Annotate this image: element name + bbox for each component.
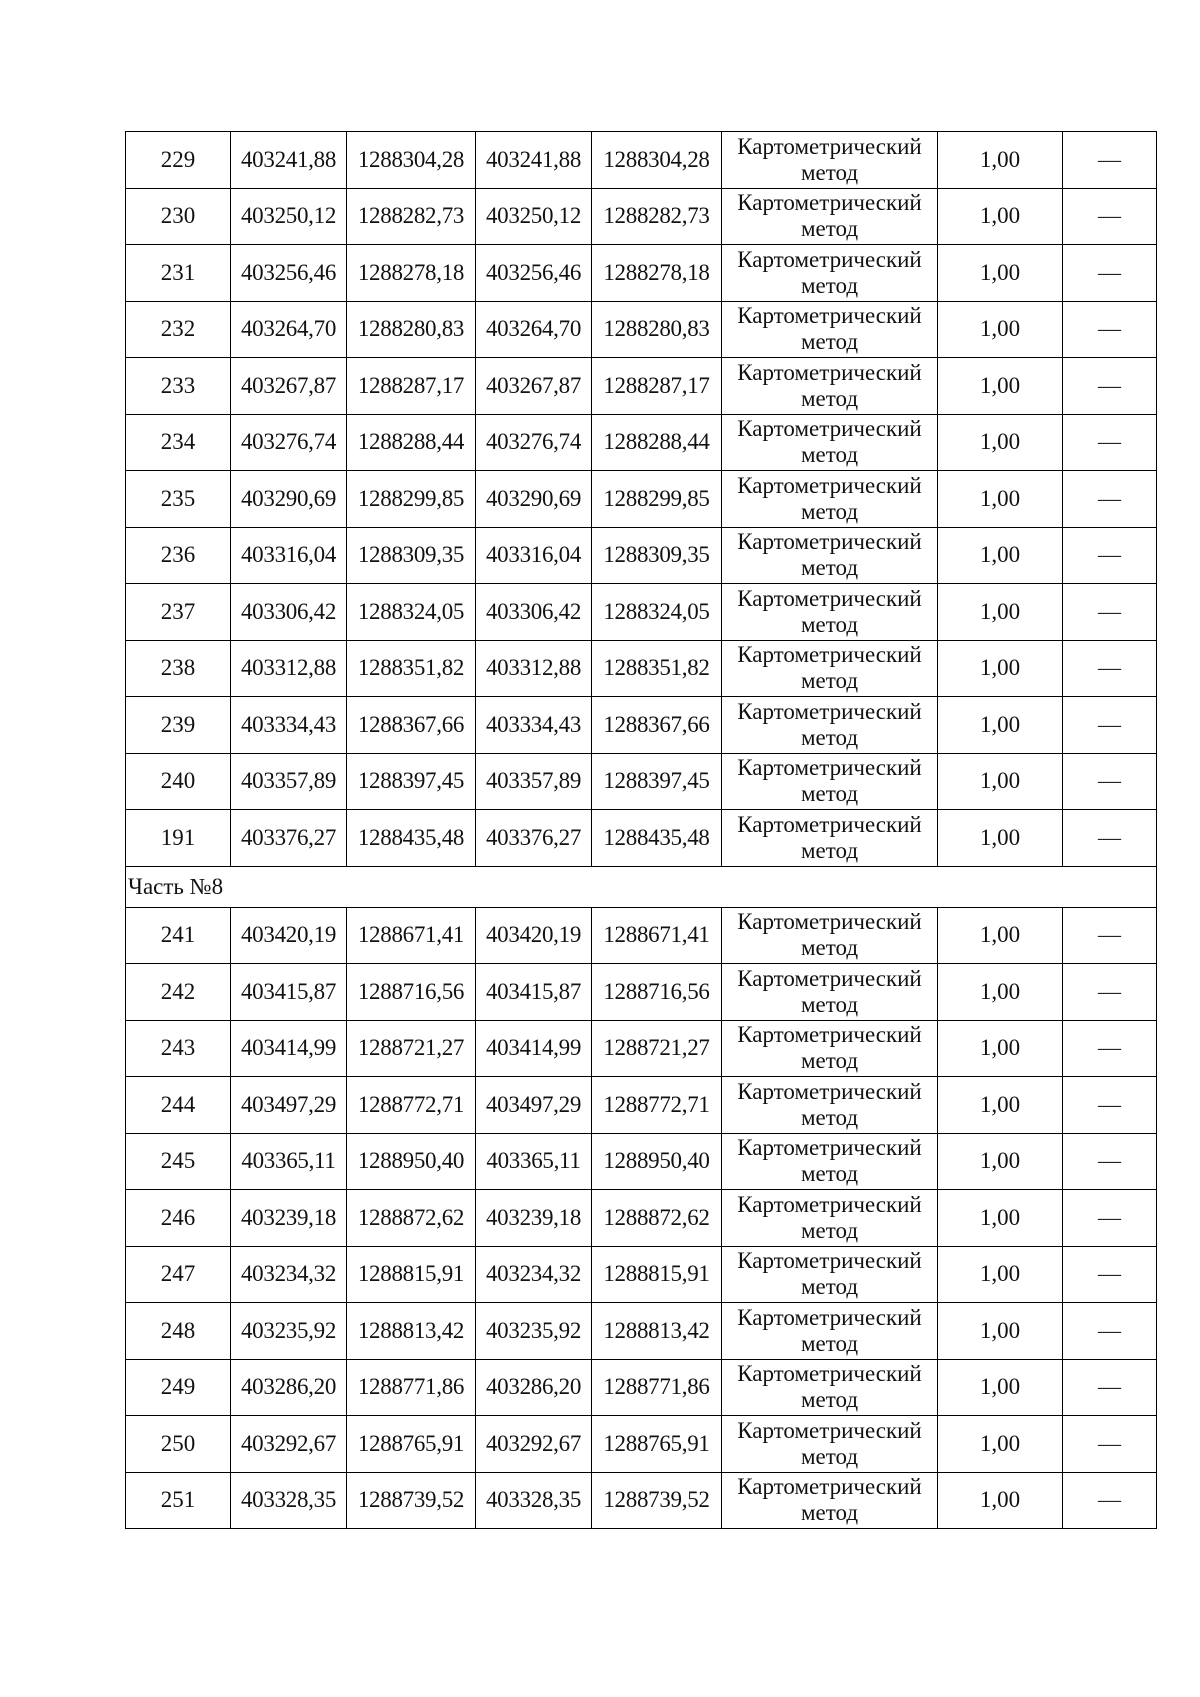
method-line-2: метод — [800, 724, 859, 750]
x-new-cell: 403290,69 — [476, 471, 592, 528]
y-new-cell: 1288716,56 — [592, 964, 722, 1021]
description-cell: — — [1063, 358, 1157, 415]
method-cell — [722, 1303, 938, 1360]
point-number-cell: 243 — [126, 1020, 231, 1077]
x-new-cell: 403292,67 — [476, 1416, 592, 1473]
method-line-1: Картометрический — [737, 585, 922, 611]
accuracy-cell: 1,00 — [938, 301, 1063, 358]
method-cell — [722, 1472, 938, 1529]
description-cell: — — [1063, 907, 1157, 964]
y-new-cell: 1288278,18 — [592, 245, 722, 302]
point-number-cell: 249 — [126, 1359, 231, 1416]
y-new-cell: 1288771,86 — [592, 1359, 722, 1416]
method-line-1: Картометрический — [737, 472, 922, 498]
point-number-cell: 246 — [126, 1190, 231, 1247]
x-existing-cell: 403256,46 — [231, 245, 347, 302]
table-row — [126, 1020, 1157, 1077]
method-line-2: метод — [800, 1387, 859, 1413]
accuracy-cell: 1,00 — [938, 753, 1063, 810]
accuracy-cell: 1,00 — [938, 1416, 1063, 1473]
x-new-cell: 403267,87 — [476, 358, 592, 415]
table-body-part — [126, 866, 1157, 907]
table-row — [126, 964, 1157, 1021]
description-cell: — — [1063, 301, 1157, 358]
method-line-2: метод — [800, 1104, 859, 1130]
method-line-1: Картометрический — [737, 1474, 922, 1500]
table-row — [126, 1359, 1157, 1416]
x-new-cell: 403306,42 — [476, 584, 592, 641]
y-existing-cell: 1288772,71 — [347, 1077, 476, 1134]
description-cell: — — [1063, 1416, 1157, 1473]
accuracy-cell: 1,00 — [938, 245, 1063, 302]
y-new-cell: 1288304,28 — [592, 132, 722, 189]
method-line-2: метод — [800, 329, 859, 355]
accuracy-cell: 1,00 — [938, 1077, 1063, 1134]
y-existing-cell: 1288872,62 — [347, 1190, 476, 1247]
y-existing-cell: 1288309,35 — [347, 527, 476, 584]
table-row — [126, 471, 1157, 528]
method-cell — [722, 1190, 938, 1247]
description-cell: — — [1063, 1359, 1157, 1416]
coordinates-table — [125, 131, 1157, 1529]
method-line-2: метод — [800, 1274, 859, 1300]
method-line-1: Картометрический — [737, 303, 922, 329]
table-row — [126, 810, 1157, 867]
accuracy-cell: 1,00 — [938, 907, 1063, 964]
x-new-cell: 403497,29 — [476, 1077, 592, 1134]
method-line-1: Картометрический — [737, 965, 922, 991]
method-line-1: Картометрический — [737, 642, 922, 668]
x-new-cell: 403365,11 — [476, 1133, 592, 1190]
table-row — [126, 414, 1157, 471]
y-existing-cell: 1288815,91 — [347, 1246, 476, 1303]
method-cell — [722, 132, 938, 189]
accuracy-cell: 1,00 — [938, 471, 1063, 528]
y-new-cell: 1288815,91 — [592, 1246, 722, 1303]
method-line-2: метод — [800, 1161, 859, 1187]
y-new-cell: 1288367,66 — [592, 697, 722, 754]
accuracy-cell: 1,00 — [938, 1020, 1063, 1077]
x-existing-cell: 403334,43 — [231, 697, 347, 754]
method-line-2: метод — [800, 385, 859, 411]
point-number-cell: 238 — [126, 640, 231, 697]
x-new-cell: 403264,70 — [476, 301, 592, 358]
table-row — [126, 753, 1157, 810]
method-line-2: метод — [800, 935, 859, 961]
accuracy-cell: 1,00 — [938, 1190, 1063, 1247]
part-label: Часть №8 — [126, 866, 1157, 907]
accuracy-cell: 1,00 — [938, 810, 1063, 867]
table-row — [126, 188, 1157, 245]
point-number-cell: 247 — [126, 1246, 231, 1303]
x-existing-cell: 403250,12 — [231, 188, 347, 245]
method-line-2: метод — [800, 498, 859, 524]
table-row — [126, 907, 1157, 964]
method-cell — [722, 1020, 938, 1077]
method-line-1: Картометрический — [737, 1135, 922, 1161]
description-cell: — — [1063, 810, 1157, 867]
x-new-cell: 403376,27 — [476, 810, 592, 867]
y-new-cell: 1288950,40 — [592, 1133, 722, 1190]
x-new-cell: 403312,88 — [476, 640, 592, 697]
point-number-cell: 191 — [126, 810, 231, 867]
point-number-cell: 230 — [126, 188, 231, 245]
accuracy-cell: 1,00 — [938, 584, 1063, 641]
y-new-cell: 1288351,82 — [592, 640, 722, 697]
accuracy-cell: 1,00 — [938, 1472, 1063, 1529]
method-line-1: Картометрический — [737, 1022, 922, 1048]
table-row — [126, 1416, 1157, 1473]
x-existing-cell: 403290,69 — [231, 471, 347, 528]
method-cell — [722, 640, 938, 697]
method-line-1: Картометрический — [737, 1248, 922, 1274]
table-row — [126, 132, 1157, 189]
accuracy-cell: 1,00 — [938, 527, 1063, 584]
y-existing-cell: 1288765,91 — [347, 1416, 476, 1473]
y-existing-cell: 1288367,66 — [347, 697, 476, 754]
x-existing-cell: 403376,27 — [231, 810, 347, 867]
table-row — [126, 301, 1157, 358]
x-existing-cell: 403420,19 — [231, 907, 347, 964]
method-cell — [722, 188, 938, 245]
method-line-2: метод — [800, 1500, 859, 1526]
x-new-cell: 403256,46 — [476, 245, 592, 302]
point-number-cell: 233 — [126, 358, 231, 415]
x-existing-cell: 403497,29 — [231, 1077, 347, 1134]
description-cell: — — [1063, 1246, 1157, 1303]
y-new-cell: 1288397,45 — [592, 753, 722, 810]
accuracy-cell: 1,00 — [938, 1303, 1063, 1360]
point-number-cell: 240 — [126, 753, 231, 810]
table-row — [126, 1133, 1157, 1190]
y-existing-cell: 1288813,42 — [347, 1303, 476, 1360]
method-cell — [722, 810, 938, 867]
y-existing-cell: 1288351,82 — [347, 640, 476, 697]
point-number-cell: 239 — [126, 697, 231, 754]
table-body-before — [126, 132, 1157, 867]
table-row — [126, 697, 1157, 754]
table-row — [126, 584, 1157, 641]
point-number-cell: 241 — [126, 907, 231, 964]
method-line-1: Картометрический — [737, 190, 922, 216]
y-new-cell: 1288280,83 — [592, 301, 722, 358]
y-new-cell: 1288282,73 — [592, 188, 722, 245]
point-number-cell: 236 — [126, 527, 231, 584]
table-row — [126, 1190, 1157, 1247]
method-line-1: Картометрический — [737, 698, 922, 724]
y-existing-cell: 1288278,18 — [347, 245, 476, 302]
accuracy-cell: 1,00 — [938, 1133, 1063, 1190]
x-existing-cell: 403239,18 — [231, 1190, 347, 1247]
description-cell: — — [1063, 1077, 1157, 1134]
table-row — [126, 1472, 1157, 1529]
x-new-cell: 403414,99 — [476, 1020, 592, 1077]
point-number-cell: 232 — [126, 301, 231, 358]
y-existing-cell: 1288324,05 — [347, 584, 476, 641]
x-existing-cell: 403328,35 — [231, 1472, 347, 1529]
table-row — [126, 1246, 1157, 1303]
x-existing-cell: 403316,04 — [231, 527, 347, 584]
y-existing-cell: 1288435,48 — [347, 810, 476, 867]
accuracy-cell: 1,00 — [938, 1246, 1063, 1303]
point-number-cell: 248 — [126, 1303, 231, 1360]
method-line-1: Картометрический — [737, 416, 922, 442]
point-number-cell: 229 — [126, 132, 231, 189]
method-line-2: метод — [800, 668, 859, 694]
x-existing-cell: 403306,42 — [231, 584, 347, 641]
method-line-1: Картометрический — [737, 1417, 922, 1443]
accuracy-cell: 1,00 — [938, 414, 1063, 471]
method-line-1: Картометрический — [737, 246, 922, 272]
accuracy-cell: 1,00 — [938, 640, 1063, 697]
point-number-cell: 251 — [126, 1472, 231, 1529]
x-existing-cell: 403414,99 — [231, 1020, 347, 1077]
description-cell: — — [1063, 188, 1157, 245]
point-number-cell: 231 — [126, 245, 231, 302]
method-cell — [722, 753, 938, 810]
y-existing-cell: 1288671,41 — [347, 907, 476, 964]
description-cell: — — [1063, 1133, 1157, 1190]
method-line-2: метод — [800, 159, 859, 185]
y-existing-cell: 1288771,86 — [347, 1359, 476, 1416]
x-existing-cell: 403415,87 — [231, 964, 347, 1021]
x-existing-cell: 403234,32 — [231, 1246, 347, 1303]
method-line-1: Картометрический — [737, 1361, 922, 1387]
method-line-2: метод — [800, 272, 859, 298]
method-line-2: метод — [800, 555, 859, 581]
y-existing-cell: 1288716,56 — [347, 964, 476, 1021]
method-line-2: метод — [800, 837, 859, 863]
y-new-cell: 1288671,41 — [592, 907, 722, 964]
table-row — [126, 527, 1157, 584]
method-line-2: метод — [800, 216, 859, 242]
accuracy-cell: 1,00 — [938, 697, 1063, 754]
y-existing-cell: 1288304,28 — [347, 132, 476, 189]
description-cell: — — [1063, 471, 1157, 528]
table-row — [126, 1303, 1157, 1360]
y-new-cell: 1288772,71 — [592, 1077, 722, 1134]
method-cell — [722, 1416, 938, 1473]
x-new-cell: 403234,32 — [476, 1246, 592, 1303]
method-cell — [722, 907, 938, 964]
accuracy-cell: 1,00 — [938, 132, 1063, 189]
method-line-2: метод — [800, 991, 859, 1017]
description-cell: — — [1063, 527, 1157, 584]
y-existing-cell: 1288287,17 — [347, 358, 476, 415]
method-line-1: Картометрический — [737, 529, 922, 555]
y-new-cell: 1288721,27 — [592, 1020, 722, 1077]
method-cell — [722, 1133, 938, 1190]
x-new-cell: 403415,87 — [476, 964, 592, 1021]
x-existing-cell: 403365,11 — [231, 1133, 347, 1190]
method-line-2: метод — [800, 1217, 859, 1243]
method-cell — [722, 414, 938, 471]
method-line-2: метод — [800, 611, 859, 637]
point-number-cell: 237 — [126, 584, 231, 641]
x-new-cell: 403235,92 — [476, 1303, 592, 1360]
accuracy-cell: 1,00 — [938, 188, 1063, 245]
y-new-cell: 1288324,05 — [592, 584, 722, 641]
method-cell — [722, 527, 938, 584]
method-line-2: метод — [800, 1443, 859, 1469]
x-new-cell: 403239,18 — [476, 1190, 592, 1247]
method-line-1: Картометрический — [737, 133, 922, 159]
accuracy-cell: 1,00 — [938, 964, 1063, 1021]
x-existing-cell: 403312,88 — [231, 640, 347, 697]
point-number-cell: 244 — [126, 1077, 231, 1134]
table-row — [126, 358, 1157, 415]
y-existing-cell: 1288280,83 — [347, 301, 476, 358]
x-existing-cell: 403235,92 — [231, 1303, 347, 1360]
y-new-cell: 1288299,85 — [592, 471, 722, 528]
x-new-cell: 403357,89 — [476, 753, 592, 810]
method-line-1: Картометрический — [737, 1078, 922, 1104]
x-new-cell: 403334,43 — [476, 697, 592, 754]
x-new-cell: 403316,04 — [476, 527, 592, 584]
x-new-cell: 403328,35 — [476, 1472, 592, 1529]
point-number-cell: 245 — [126, 1133, 231, 1190]
method-cell — [722, 301, 938, 358]
y-new-cell: 1288435,48 — [592, 810, 722, 867]
method-line-1: Картометрический — [737, 1304, 922, 1330]
description-cell: — — [1063, 414, 1157, 471]
y-existing-cell: 1288397,45 — [347, 753, 476, 810]
x-existing-cell: 403357,89 — [231, 753, 347, 810]
description-cell: — — [1063, 1472, 1157, 1529]
point-number-cell: 234 — [126, 414, 231, 471]
method-cell — [722, 471, 938, 528]
x-new-cell: 403420,19 — [476, 907, 592, 964]
y-existing-cell: 1288950,40 — [347, 1133, 476, 1190]
y-existing-cell: 1288739,52 — [347, 1472, 476, 1529]
method-line-2: метод — [800, 1330, 859, 1356]
method-line-1: Картометрический — [737, 1191, 922, 1217]
point-number-cell: 250 — [126, 1416, 231, 1473]
method-cell — [722, 1359, 938, 1416]
method-line-2: метод — [800, 1048, 859, 1074]
table-row — [126, 1077, 1157, 1134]
method-cell — [722, 697, 938, 754]
y-new-cell: 1288739,52 — [592, 1472, 722, 1529]
table-row — [126, 245, 1157, 302]
description-cell: — — [1063, 132, 1157, 189]
part-header-row — [126, 866, 1157, 907]
method-cell — [722, 1077, 938, 1134]
description-cell: — — [1063, 584, 1157, 641]
description-cell: — — [1063, 245, 1157, 302]
method-line-2: метод — [800, 442, 859, 468]
x-new-cell: 403241,88 — [476, 132, 592, 189]
table-body-after — [126, 907, 1157, 1529]
x-new-cell: 403276,74 — [476, 414, 592, 471]
x-existing-cell: 403241,88 — [231, 132, 347, 189]
method-cell — [722, 245, 938, 302]
x-existing-cell: 403276,74 — [231, 414, 347, 471]
y-new-cell: 1288287,17 — [592, 358, 722, 415]
method-line-1: Картометрический — [737, 359, 922, 385]
method-line-2: метод — [800, 781, 859, 807]
y-new-cell: 1288765,91 — [592, 1416, 722, 1473]
x-existing-cell: 403267,87 — [231, 358, 347, 415]
method-cell — [722, 584, 938, 641]
y-new-cell: 1288872,62 — [592, 1190, 722, 1247]
method-cell — [722, 964, 938, 1021]
y-new-cell: 1288309,35 — [592, 527, 722, 584]
y-new-cell: 1288813,42 — [592, 1303, 722, 1360]
method-line-1: Картометрический — [737, 811, 922, 837]
accuracy-cell: 1,00 — [938, 358, 1063, 415]
method-cell — [722, 1246, 938, 1303]
y-new-cell: 1288288,44 — [592, 414, 722, 471]
description-cell: — — [1063, 753, 1157, 810]
description-cell: — — [1063, 964, 1157, 1021]
y-existing-cell: 1288288,44 — [347, 414, 476, 471]
method-cell — [722, 358, 938, 415]
method-line-1: Картометрический — [737, 909, 922, 935]
description-cell: — — [1063, 1303, 1157, 1360]
x-new-cell: 403286,20 — [476, 1359, 592, 1416]
description-cell: — — [1063, 697, 1157, 754]
method-line-1: Картометрический — [737, 755, 922, 781]
description-cell: — — [1063, 640, 1157, 697]
x-existing-cell: 403292,67 — [231, 1416, 347, 1473]
description-cell: — — [1063, 1190, 1157, 1247]
y-existing-cell: 1288299,85 — [347, 471, 476, 528]
x-existing-cell: 403286,20 — [231, 1359, 347, 1416]
description-cell: — — [1063, 1020, 1157, 1077]
x-existing-cell: 403264,70 — [231, 301, 347, 358]
accuracy-cell: 1,00 — [938, 1359, 1063, 1416]
point-number-cell: 235 — [126, 471, 231, 528]
y-existing-cell: 1288282,73 — [347, 188, 476, 245]
point-number-cell: 242 — [126, 964, 231, 1021]
y-existing-cell: 1288721,27 — [347, 1020, 476, 1077]
table-row — [126, 640, 1157, 697]
x-new-cell: 403250,12 — [476, 188, 592, 245]
